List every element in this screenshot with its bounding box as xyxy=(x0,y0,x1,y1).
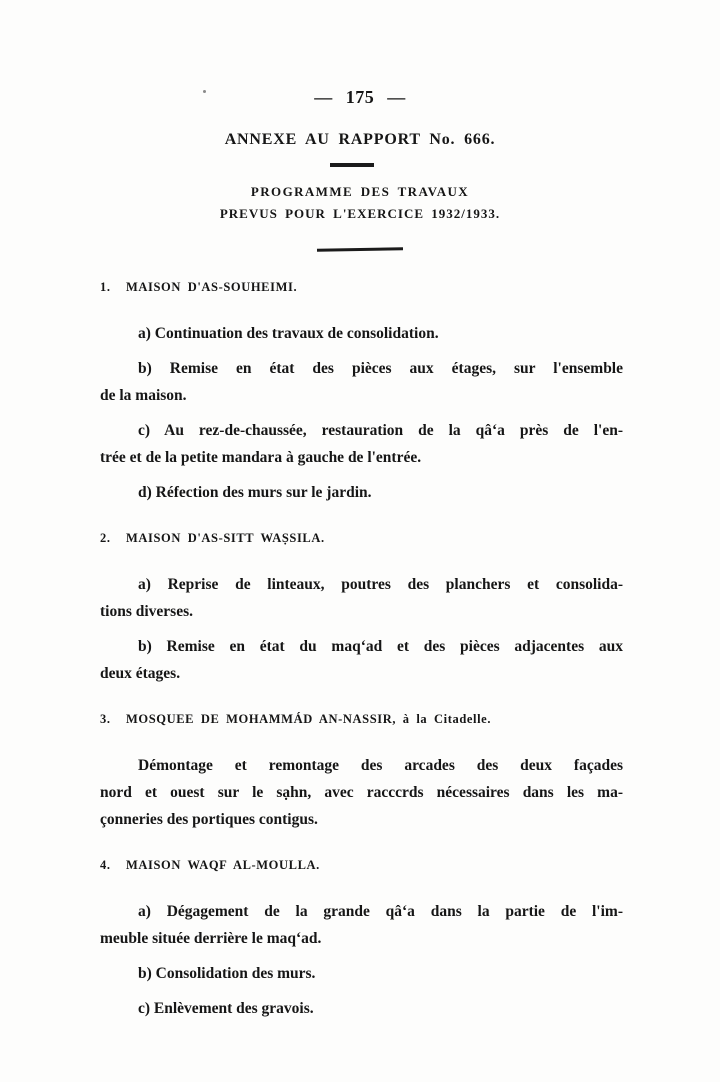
paragraph xyxy=(100,898,623,952)
text-line: Démontage et remontage des arcades des deux façades xyxy=(138,757,623,774)
paragraph xyxy=(100,355,623,409)
paragraph xyxy=(100,633,623,687)
program-subtitle: PREVUS POUR L'EXERCICE 1932/1933. xyxy=(219,206,501,221)
paragraph xyxy=(100,479,623,506)
text-line: nord et ouest sur le sạhn, avec racccrds nécessaires dans les ma- xyxy=(100,784,623,801)
paragraph xyxy=(100,320,623,347)
paragraph xyxy=(100,752,623,833)
paragraph xyxy=(100,960,623,987)
text-line: b) Consolidation des murs. xyxy=(138,965,316,982)
paragraph xyxy=(100,995,623,1022)
text-line: c) Enlèvement des gravois. xyxy=(138,1000,314,1017)
text-line: a) Continuation des travaux de consolidation. xyxy=(138,325,439,342)
section-heading xyxy=(100,530,623,547)
text-line: a) Dégagement de la grande qâ‘a dans la partie de l'im- xyxy=(138,903,623,920)
section-maison-as-souheimi xyxy=(100,279,623,506)
divider-rule xyxy=(330,163,374,167)
section-title: MOSQUEE DE MOHAMMÁD AN-NASSIR, à la Citadelle. xyxy=(126,712,492,726)
section-maison-waqf-al-moulla xyxy=(100,857,623,1022)
text-line: c) Au rez-de-chaussée, restauration de la qâ‘a près de l'en- xyxy=(138,422,623,439)
report-title: ANNEXE AU RAPPORT No. 666. xyxy=(224,131,496,148)
text-line: b) Remise en état des pièces aux étages, sur l'ensemble xyxy=(138,360,623,377)
divider-rule xyxy=(317,247,403,252)
text-line: tions diverses. xyxy=(100,603,193,620)
scan-speck xyxy=(203,90,206,93)
section-heading xyxy=(100,711,623,728)
section-number: 1. xyxy=(100,280,111,294)
text-line: a) Reprise de linteaux, poutres des planchers et consolida- xyxy=(138,576,623,593)
section-number: 3. xyxy=(100,712,111,726)
section-title: MAISON D'AS-SITT WAṢSILA. xyxy=(126,531,325,545)
text-line: trée et de la petite mandara à gauche de l'entrée. xyxy=(100,449,422,466)
section-number: 4. xyxy=(100,858,111,872)
text-line: d) Réfection des murs sur le jardin. xyxy=(138,484,372,501)
text-line: de la maison. xyxy=(100,387,187,404)
text-line: b) Remise en état du maq‘ad et des pièces adjacentes aux xyxy=(138,638,623,655)
page-number: — 175 — xyxy=(314,87,406,107)
text-line: çonneries des portiques contigus. xyxy=(100,811,318,828)
section-maison-as-sitt-wassila xyxy=(100,530,623,687)
section-title: MAISON D'AS-SOUHEIMI. xyxy=(126,280,298,294)
text-line: deux étages. xyxy=(100,665,181,682)
document-body xyxy=(100,279,623,1022)
paragraph xyxy=(100,571,623,625)
section-heading xyxy=(100,857,623,874)
section-mosquee-mohammad-an-nassir xyxy=(100,711,623,833)
text-line: meuble située derrière le maq‘ad. xyxy=(100,930,322,947)
section-number: 2. xyxy=(100,531,111,545)
program-title: PROGRAMME DES TRAVAUX xyxy=(250,184,470,199)
section-heading xyxy=(100,279,623,296)
paragraph xyxy=(100,417,623,471)
section-title: MAISON WAQF AL-MOULLA. xyxy=(126,858,320,872)
